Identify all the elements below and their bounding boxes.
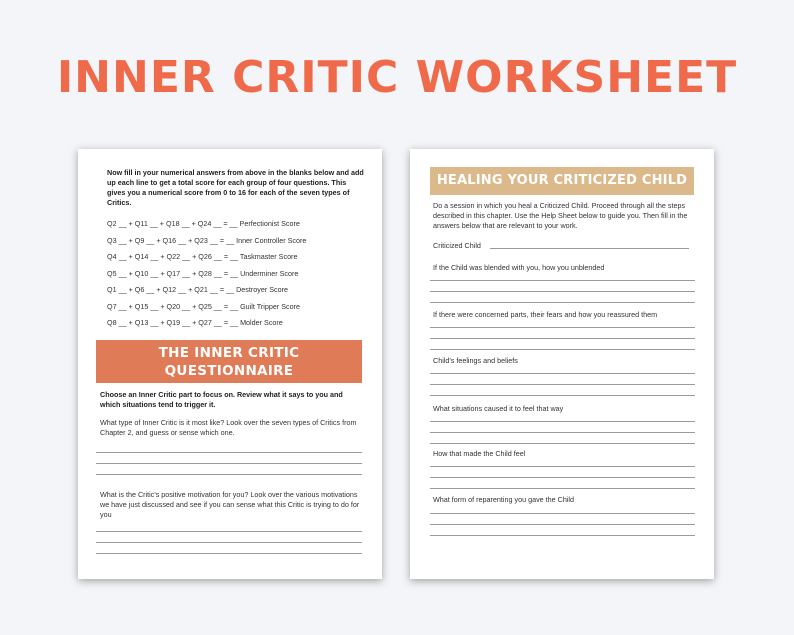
score-instructions: Now fill in your numerical answers from above in the blanks below and add up each line to get a total score for each group of four questions. This gives you a numerical score from 0 to 16 for each of the seven types of Critics. [107,168,364,207]
score-line-perfectionist: Q2 __ + Q11 __ + Q18 __ + Q24 __ = __ Perfectionist Score [107,219,300,228]
prompt-child-feel: How that made the Child feel [433,449,526,458]
answer-line[interactable] [430,395,695,396]
answer-line[interactable] [430,327,695,328]
questionnaire-instruction: Choose an Inner Critic part to focus on. Review what it says to you and which situations tend to trigger it. [100,390,343,409]
question-critic-type: What type of Inner Critic is it most like? Look over the seven types of Critics from Chapter 2, and guess or sense which one. [100,418,357,437]
score-line-molder: Q8 __ + Q13 __ + Q19 __ + Q27 __ = __ Molder Score [107,318,283,327]
questionnaire-banner-line2: QUESTIONNAIRE [164,363,294,379]
prompt-unblended: If the Child was blended with you, how you unblended [433,263,605,272]
answer-line[interactable] [96,452,362,453]
prompt-reparenting: What form of reparenting you gave the Child [433,495,575,504]
answer-line[interactable] [96,531,362,532]
answer-line[interactable] [430,477,695,478]
answer-line[interactable] [430,524,695,525]
answer-line[interactable] [96,542,362,543]
score-line-underminer: Q5 __ + Q10 __ + Q17 __ + Q28 __ = __ Underminer Score [107,268,299,278]
answer-line[interactable] [430,373,695,374]
right-page [410,149,714,579]
score-line-taskmaster: Q4 __ + Q14 __ + Q22 __ + Q26 __ = __ Taskmaster Score [107,252,298,261]
answer-line[interactable] [430,466,695,467]
healing-intro: Do a session in which you heal a Criticized Child. Proceed through all the steps described in this chapter. Use the Help Sheet below to guide you. Then fill in the answers below that are relevant to your work. [433,201,688,230]
answer-line[interactable] [430,302,695,303]
question-positive-motivation: What is the Critic's positive motivation for you? Look over the various motivations we have just discussed and see if you can sense what this Critic is trying to do for you [100,490,360,519]
criticized-child-label: Criticized Child [433,241,481,250]
criticized-child-input-line[interactable] [490,248,689,249]
healing-child-banner: HEALING YOUR CRITICIZED CHILD [430,167,694,195]
prompt-situations: What situations caused it to feel that way [433,404,564,413]
answer-line[interactable] [430,280,695,281]
answer-line[interactable] [96,474,362,475]
answer-line[interactable] [430,488,695,489]
answer-line[interactable] [430,513,695,514]
answer-line[interactable] [430,384,695,385]
answer-line[interactable] [430,443,695,444]
score-line-destroyer: Q1 __ + Q6 __ + Q12 __ + Q21 __ = __ Destroyer Score [107,285,288,294]
answer-line[interactable] [430,338,695,339]
score-line-inner-controller: Q3 __ + Q9 __ + Q16 __ + Q23 __ = __ Inner Controller Score [107,235,307,245]
answer-line[interactable] [430,432,695,433]
score-list [107,219,367,335]
answer-line[interactable] [430,349,695,350]
prompt-concerned-parts: If there were concerned parts, their fears and how you reassured them [433,310,658,319]
left-page [78,149,382,579]
answer-line[interactable] [430,421,695,422]
questionnaire-banner [96,340,362,383]
questionnaire-banner-line1: THE INNER CRITIC [158,345,300,361]
prompt-feelings-beliefs: Child's feelings and beliefs [433,356,518,365]
score-line-guilt-tripper: Q7 __ + Q15 __ + Q20 __ + Q25 __ = __ Guilt Tripper Score [107,301,300,311]
worksheet-title: INNER CRITIC WORKSHEET [56,52,738,103]
answer-line[interactable] [96,463,362,464]
answer-line[interactable] [430,535,695,536]
answer-line[interactable] [430,291,695,292]
answer-line[interactable] [96,553,362,554]
